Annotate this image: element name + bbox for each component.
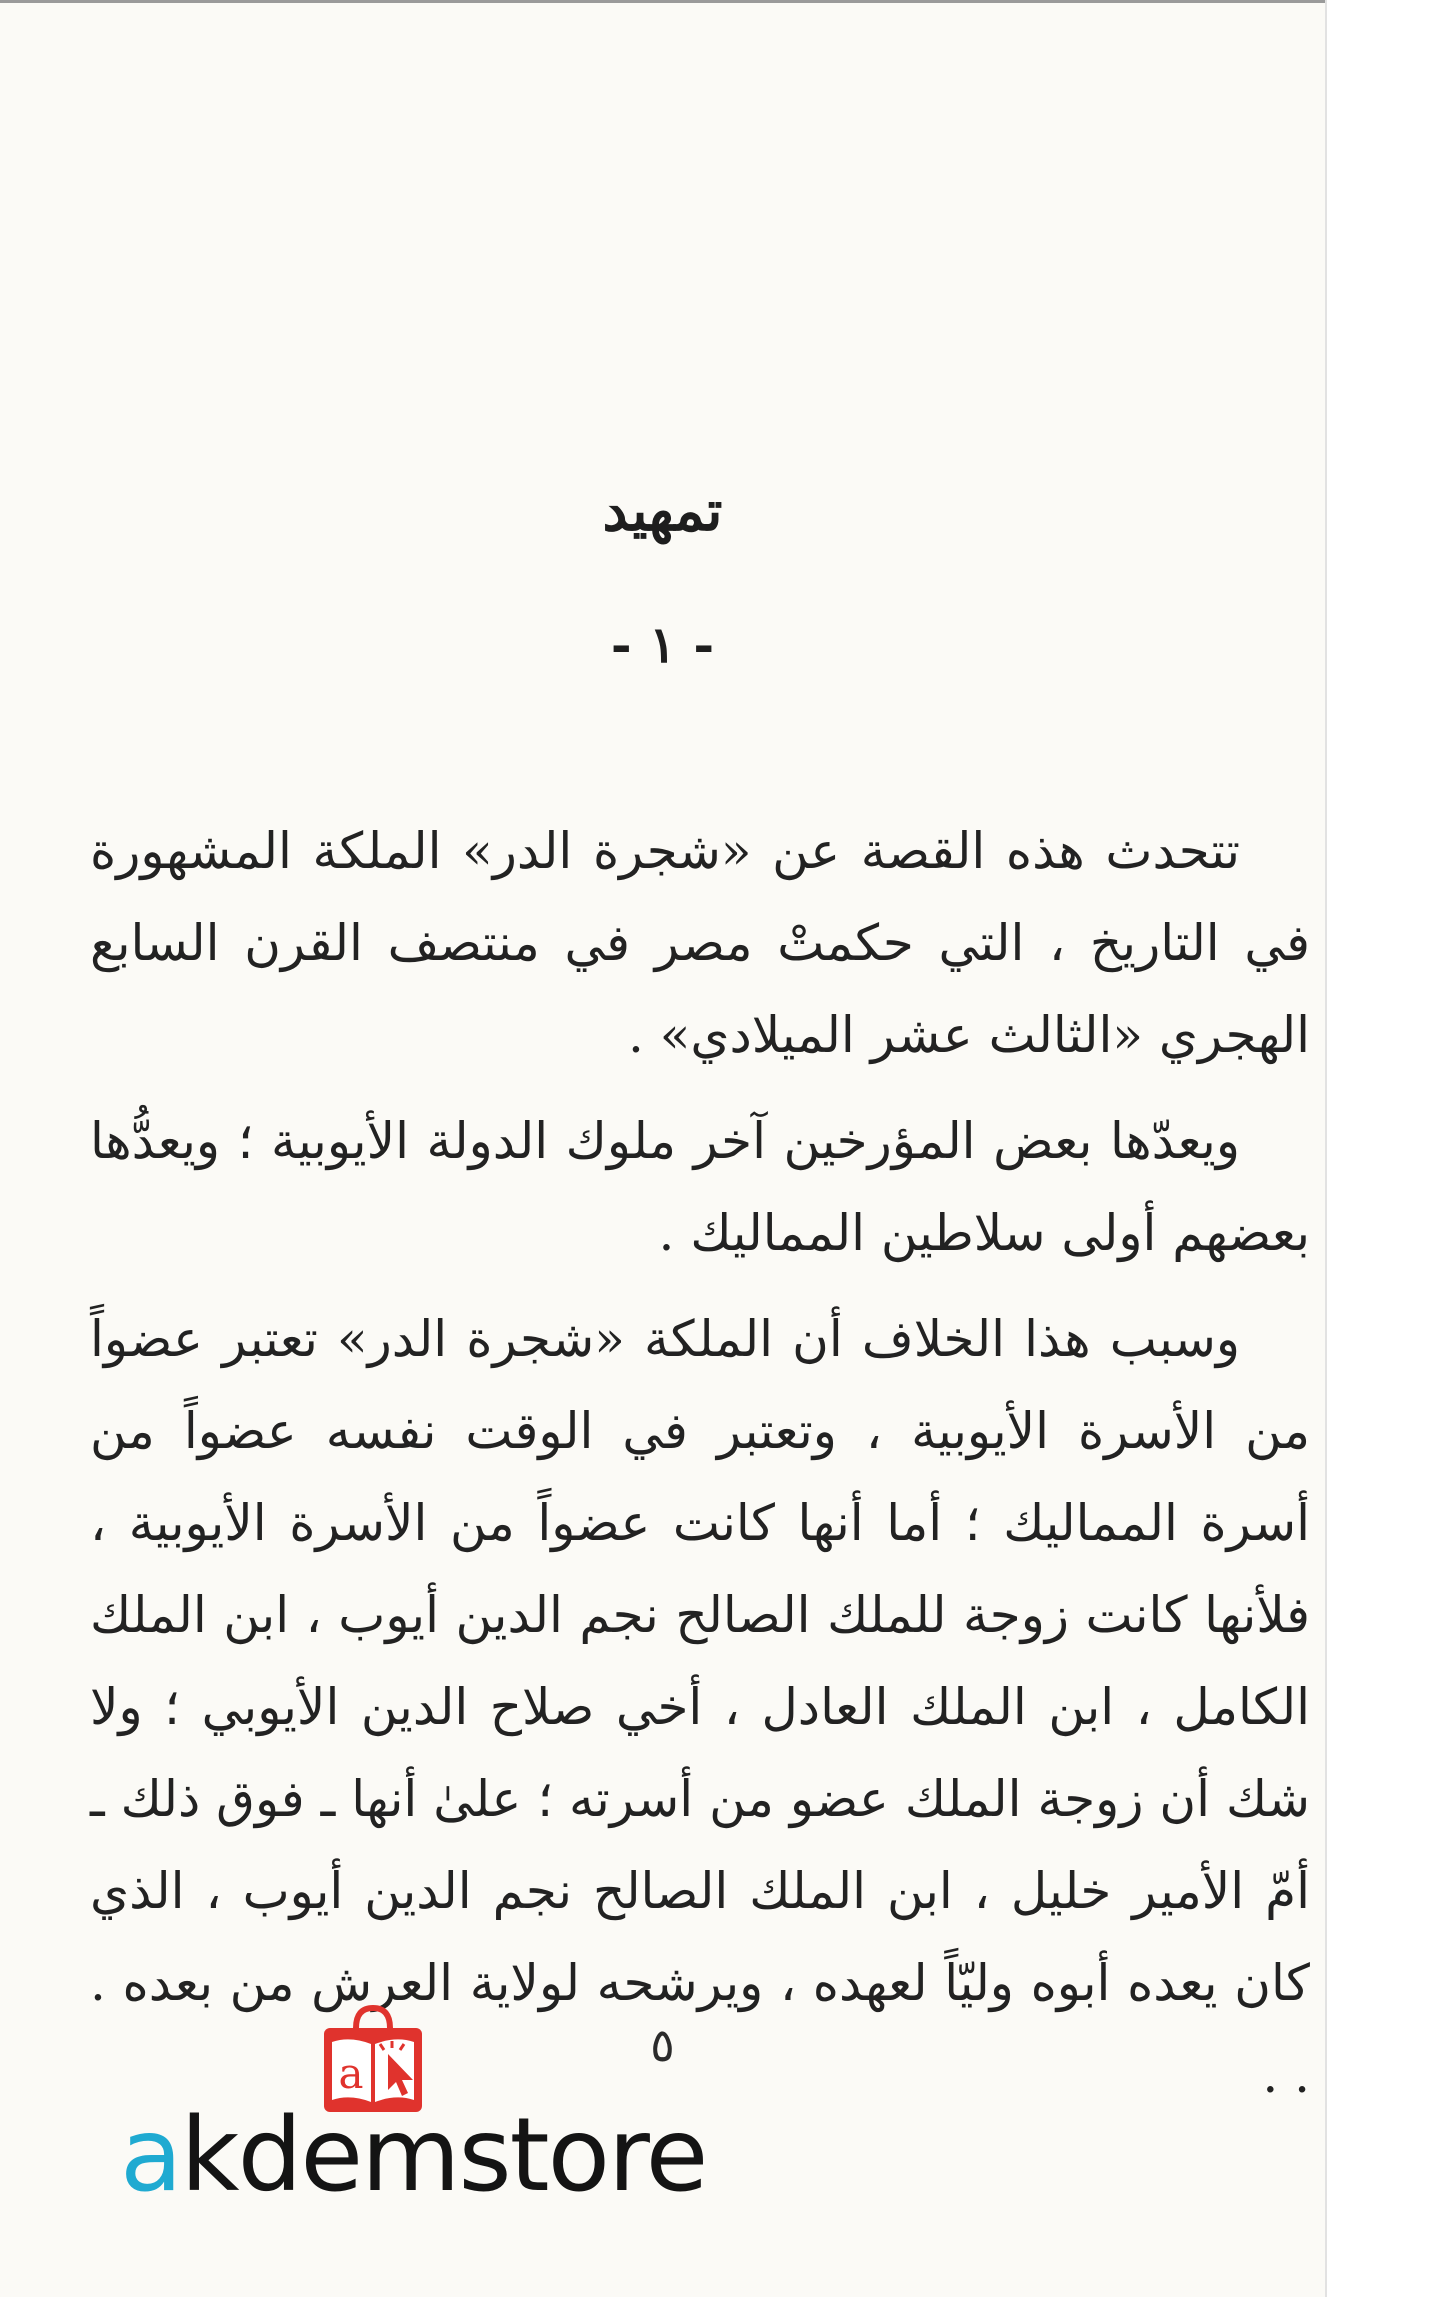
paragraph-1: تتحدث هذه القصة عن «شجرة الدر» الملكة المشهورة في التاريخ ، التي حكمتْ مصر في منتصف القرن السابع الهجري «الثالث عشر الميلادي» . [90, 822, 1310, 1064]
page-edge [1325, 0, 1327, 2297]
page-number: ٥ [650, 2018, 675, 2072]
brand-logo [120, 2096, 706, 2216]
chapter-title: تمهيد [602, 478, 723, 544]
paragraph-2: ويعدّها بعض المؤرخين آخر ملوك الدولة الأيوبية ؛ ويعدُّها بعضهم أولى سلاطين المماليك . [90, 1112, 1310, 1262]
body-text [90, 805, 1310, 2135]
logo-letter: a [338, 2049, 364, 2098]
paragraph-3: وسبب هذا الخلاف أن الملكة «شجرة الدر» تعتبر عضواً من الأسرة الأيوبية ، وتعتبر في الوقت نفسه عضواً من أسرة المماليك ؛ أما أنها كانت عضواً من الأسرة الأيوبية ، فلأنها كانت زوجة للملك الصالح نجم الدين أيوب ، ابن الملك الكامل ، ابن الملك العادل ، أخي صلاح الدين الأيوبي ؛ ولا شك أن زوجة الملك عضو من أسرته ؛ علىٰ أنها ـ فوق ذلك ـ أمّ الأمير خليل ، ابن الملك الصالح نجم الدين أيوب ، الذي كان يعده أبوه وليّاً لعهده ، ويرشحه لولاية العرش من بعده . . . [90, 1310, 1310, 2104]
section-number: - ١ - [610, 615, 715, 674]
brand-logo-rest: kdemstore [180, 2096, 707, 2215]
top-divider [0, 0, 1325, 3]
brand-logo-prefix: a [120, 2096, 181, 2215]
